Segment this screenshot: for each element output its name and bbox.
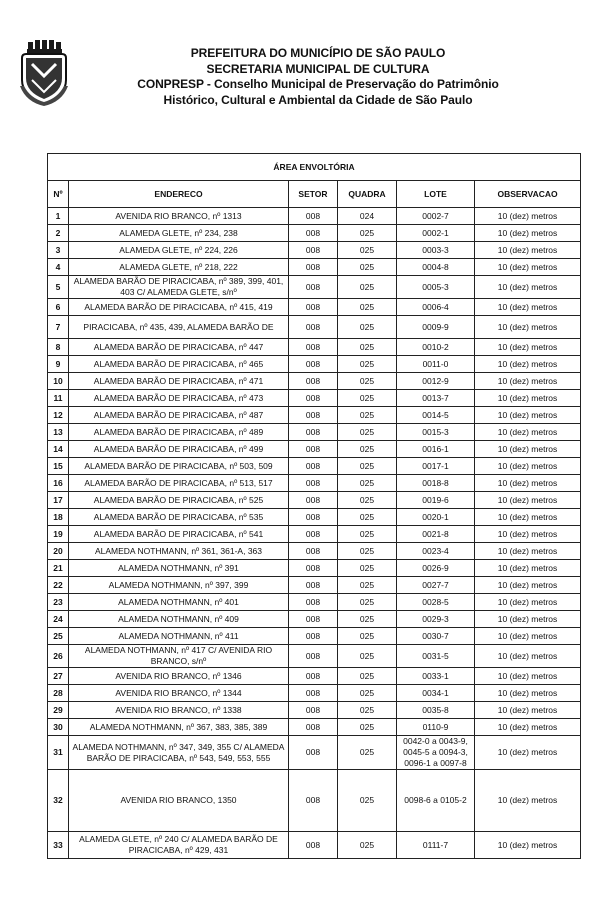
row-address: ALAMEDA BARÃO DE PIRACICABA, nº 499 bbox=[69, 441, 289, 458]
row-lot: 0017-1 bbox=[397, 458, 475, 475]
row-observation: 10 (dez) metros bbox=[475, 543, 581, 560]
row-lot: 0015-3 bbox=[397, 424, 475, 441]
row-lot: 0027-7 bbox=[397, 577, 475, 594]
table-row bbox=[48, 702, 581, 719]
row-address: ALAMEDA BARÃO DE PIRACICABA, nº 473 bbox=[69, 390, 289, 407]
row-lot: 0011-0 bbox=[397, 356, 475, 373]
row-observation: 10 (dez) metros bbox=[475, 225, 581, 242]
row-number: 31 bbox=[48, 736, 69, 770]
row-address: AVENIDA RIO BRANCO, nº 1346 bbox=[69, 668, 289, 685]
row-sector: 008 bbox=[289, 492, 338, 509]
row-number: 33 bbox=[48, 832, 69, 859]
row-number: 15 bbox=[48, 458, 69, 475]
header-line-council: CONPRESP - Conselho Municipal de Preservação do Patrimônio bbox=[137, 77, 499, 91]
row-block: 025 bbox=[338, 225, 397, 242]
row-lot: 0042-0 a 0043-9, 0045-5 a 0094-3, 0096-1 a 0097-8 bbox=[397, 736, 475, 770]
table-row bbox=[48, 628, 581, 645]
row-sector: 008 bbox=[289, 242, 338, 259]
table-row bbox=[48, 736, 581, 770]
row-address: ALAMEDA BARÃO DE PIRACICABA, nº 389, 399, 401, 403 C/ ALAMEDA GLETE, s/nº bbox=[69, 276, 289, 299]
row-block: 025 bbox=[338, 509, 397, 526]
row-lot: 0003-3 bbox=[397, 242, 475, 259]
row-address: ALAMEDA BARÃO DE PIRACICABA, nº 471 bbox=[69, 373, 289, 390]
row-observation: 10 (dez) metros bbox=[475, 242, 581, 259]
table-row bbox=[48, 356, 581, 373]
row-lot: 0021-8 bbox=[397, 526, 475, 543]
row-address: ALAMEDA BARÃO DE PIRACICABA, nº 535 bbox=[69, 509, 289, 526]
table-row bbox=[48, 424, 581, 441]
row-number: 4 bbox=[48, 259, 69, 276]
row-block: 025 bbox=[338, 685, 397, 702]
row-sector: 008 bbox=[289, 458, 338, 475]
row-address: ALAMEDA GLETE, nº 218, 222 bbox=[69, 259, 289, 276]
row-number: 2 bbox=[48, 225, 69, 242]
row-address: ALAMEDA BARÃO DE PIRACICABA, nº 541 bbox=[69, 526, 289, 543]
table-row bbox=[48, 373, 581, 390]
row-observation: 10 (dez) metros bbox=[475, 339, 581, 356]
row-address: ALAMEDA BARÃO DE PIRACICABA, nº 415, 419 bbox=[69, 299, 289, 316]
row-number: 17 bbox=[48, 492, 69, 509]
row-observation: 10 (dez) metros bbox=[475, 276, 581, 299]
row-number: 19 bbox=[48, 526, 69, 543]
column-header-number: Nº bbox=[48, 181, 69, 208]
table-row bbox=[48, 458, 581, 475]
row-sector: 008 bbox=[289, 225, 338, 242]
row-number: 3 bbox=[48, 242, 69, 259]
row-sector: 008 bbox=[289, 685, 338, 702]
row-address: ALAMEDA NOTHMANN, nº 409 bbox=[69, 611, 289, 628]
row-sector: 008 bbox=[289, 719, 338, 736]
row-block: 024 bbox=[338, 208, 397, 225]
row-address: ALAMEDA BARÃO DE PIRACICABA, nº 465 bbox=[69, 356, 289, 373]
sao-paulo-coat-of-arms-icon bbox=[20, 40, 68, 106]
row-lot: 0002-7 bbox=[397, 208, 475, 225]
row-sector: 008 bbox=[289, 475, 338, 492]
row-number: 12 bbox=[48, 407, 69, 424]
row-address: ALAMEDA NOTHMANN, nº 361, 361-A, 363 bbox=[69, 543, 289, 560]
row-block: 025 bbox=[338, 339, 397, 356]
column-header-sector: SETOR bbox=[289, 181, 338, 208]
row-block: 025 bbox=[338, 611, 397, 628]
row-observation: 10 (dez) metros bbox=[475, 373, 581, 390]
row-observation: 10 (dez) metros bbox=[475, 356, 581, 373]
table-row bbox=[48, 560, 581, 577]
row-observation: 10 (dez) metros bbox=[475, 719, 581, 736]
table-row bbox=[48, 475, 581, 492]
row-lot: 0019-6 bbox=[397, 492, 475, 509]
row-number: 10 bbox=[48, 373, 69, 390]
row-lot: 0031-5 bbox=[397, 645, 475, 668]
column-header-lot: LOTE bbox=[397, 181, 475, 208]
row-block: 025 bbox=[338, 702, 397, 719]
row-address: ALAMEDA GLETE, nº 234, 238 bbox=[69, 225, 289, 242]
row-lot: 0006-4 bbox=[397, 299, 475, 316]
row-number: 5 bbox=[48, 276, 69, 299]
row-lot: 0016-1 bbox=[397, 441, 475, 458]
row-number: 32 bbox=[48, 770, 69, 832]
row-observation: 10 (dez) metros bbox=[475, 424, 581, 441]
table-body bbox=[48, 208, 581, 859]
row-sector: 008 bbox=[289, 356, 338, 373]
row-lot: 0110-9 bbox=[397, 719, 475, 736]
row-sector: 008 bbox=[289, 770, 338, 832]
row-sector: 008 bbox=[289, 668, 338, 685]
header-line-heritage: Histórico, Cultural e Ambiental da Cidade de São Paulo bbox=[163, 92, 473, 107]
row-observation: 10 (dez) metros bbox=[475, 736, 581, 770]
row-number: 23 bbox=[48, 594, 69, 611]
row-lot: 0009-9 bbox=[397, 316, 475, 339]
table-row bbox=[48, 492, 581, 509]
row-observation: 10 (dez) metros bbox=[475, 770, 581, 832]
column-header-block: QUADRA bbox=[338, 181, 397, 208]
row-observation: 10 (dez) metros bbox=[475, 492, 581, 509]
row-block: 025 bbox=[338, 492, 397, 509]
row-block: 025 bbox=[338, 316, 397, 339]
row-number: 1 bbox=[48, 208, 69, 225]
row-observation: 10 (dez) metros bbox=[475, 407, 581, 424]
row-observation: 10 (dez) metros bbox=[475, 526, 581, 543]
row-observation: 10 (dez) metros bbox=[475, 316, 581, 339]
row-observation: 10 (dez) metros bbox=[475, 390, 581, 407]
row-lot: 0010-2 bbox=[397, 339, 475, 356]
row-sector: 008 bbox=[289, 509, 338, 526]
row-sector: 008 bbox=[289, 628, 338, 645]
table-row bbox=[48, 832, 581, 859]
table-row bbox=[48, 719, 581, 736]
row-number: 24 bbox=[48, 611, 69, 628]
row-number: 6 bbox=[48, 299, 69, 316]
row-address: ALAMEDA GLETE, nº 224, 226 bbox=[69, 242, 289, 259]
row-address: ALAMEDA NOTHMANN, nº 391 bbox=[69, 560, 289, 577]
table-row bbox=[48, 770, 581, 832]
table-row bbox=[48, 316, 581, 339]
row-lot: 0026-9 bbox=[397, 560, 475, 577]
row-observation: 10 (dez) metros bbox=[475, 611, 581, 628]
row-block: 025 bbox=[338, 560, 397, 577]
row-address: ALAMEDA NOTHMANN, nº 401 bbox=[69, 594, 289, 611]
row-block: 025 bbox=[338, 441, 397, 458]
row-number: 20 bbox=[48, 543, 69, 560]
row-lot: 0012-9 bbox=[397, 373, 475, 390]
table-row bbox=[48, 390, 581, 407]
table-row bbox=[48, 594, 581, 611]
table-row bbox=[48, 208, 581, 225]
row-block: 025 bbox=[338, 242, 397, 259]
row-sector: 008 bbox=[289, 736, 338, 770]
row-block: 025 bbox=[338, 373, 397, 390]
row-address: PIRACICABA, nº 435, 439, ALAMEDA BARÃO DE bbox=[69, 316, 289, 339]
row-block: 025 bbox=[338, 259, 397, 276]
row-lot: 0020-1 bbox=[397, 509, 475, 526]
row-observation: 10 (dez) metros bbox=[475, 560, 581, 577]
row-lot: 0035-8 bbox=[397, 702, 475, 719]
row-lot: 0002-1 bbox=[397, 225, 475, 242]
row-sector: 008 bbox=[289, 299, 338, 316]
table-row bbox=[48, 407, 581, 424]
row-number: 21 bbox=[48, 560, 69, 577]
row-lot: 0013-7 bbox=[397, 390, 475, 407]
row-sector: 008 bbox=[289, 373, 338, 390]
row-block: 025 bbox=[338, 543, 397, 560]
row-address: ALAMEDA BARÃO DE PIRACICABA, nº 487 bbox=[69, 407, 289, 424]
table-row bbox=[48, 645, 581, 668]
row-observation: 10 (dez) metros bbox=[475, 628, 581, 645]
row-block: 025 bbox=[338, 832, 397, 859]
row-block: 025 bbox=[338, 475, 397, 492]
row-block: 025 bbox=[338, 276, 397, 299]
table-row bbox=[48, 509, 581, 526]
row-lot: 0098-6 a 0105-2 bbox=[397, 770, 475, 832]
row-address: ALAMEDA BARÃO DE PIRACICABA, nº 447 bbox=[69, 339, 289, 356]
row-lot: 0018-8 bbox=[397, 475, 475, 492]
row-sector: 008 bbox=[289, 276, 338, 299]
row-lot: 0028-5 bbox=[397, 594, 475, 611]
row-address: ALAMEDA NOTHMANN, nº 397, 399 bbox=[69, 577, 289, 594]
row-lot: 0005-3 bbox=[397, 276, 475, 299]
row-number: 18 bbox=[48, 509, 69, 526]
column-header-observation: OBSERVACAO bbox=[475, 181, 581, 208]
row-number: 9 bbox=[48, 356, 69, 373]
row-observation: 10 (dez) metros bbox=[475, 645, 581, 668]
row-block: 025 bbox=[338, 407, 397, 424]
table-row bbox=[48, 299, 581, 316]
table-row bbox=[48, 339, 581, 356]
table-row bbox=[48, 543, 581, 560]
row-address: ALAMEDA BARÃO DE PIRACICABA, nº 525 bbox=[69, 492, 289, 509]
row-address: ALAMEDA NOTHMANN, nº 411 bbox=[69, 628, 289, 645]
row-sector: 008 bbox=[289, 611, 338, 628]
row-address: ALAMEDA NOTHMANN, nº 347, 349, 355 C/ ALAMEDA BARÃO DE PIRACICABA, nº 543, 549, 553, 555 bbox=[69, 736, 289, 770]
row-block: 025 bbox=[338, 390, 397, 407]
row-sector: 008 bbox=[289, 560, 338, 577]
row-lot: 0029-3 bbox=[397, 611, 475, 628]
row-address: ALAMEDA GLETE, nº 240 C/ ALAMEDA BARÃO DE PIRACICABA, nº 429, 431 bbox=[69, 832, 289, 859]
row-sector: 008 bbox=[289, 208, 338, 225]
row-lot: 0033-1 bbox=[397, 668, 475, 685]
row-sector: 008 bbox=[289, 424, 338, 441]
row-number: 28 bbox=[48, 685, 69, 702]
row-block: 025 bbox=[338, 526, 397, 543]
row-block: 025 bbox=[338, 645, 397, 668]
table-title: ÁREA ENVOLTÓRIA bbox=[48, 154, 581, 181]
row-number: 11 bbox=[48, 390, 69, 407]
row-number: 14 bbox=[48, 441, 69, 458]
row-observation: 10 (dez) metros bbox=[475, 832, 581, 859]
row-sector: 008 bbox=[289, 577, 338, 594]
row-observation: 10 (dez) metros bbox=[475, 441, 581, 458]
row-sector: 008 bbox=[289, 259, 338, 276]
row-observation: 10 (dez) metros bbox=[475, 702, 581, 719]
row-block: 025 bbox=[338, 668, 397, 685]
row-block: 025 bbox=[338, 594, 397, 611]
row-observation: 10 (dez) metros bbox=[475, 509, 581, 526]
table-row bbox=[48, 225, 581, 242]
row-address: ALAMEDA BARÃO DE PIRACICABA, nº 503, 509 bbox=[69, 458, 289, 475]
row-number: 22 bbox=[48, 577, 69, 594]
row-lot: 0023-4 bbox=[397, 543, 475, 560]
row-sector: 008 bbox=[289, 526, 338, 543]
row-lot: 0034-1 bbox=[397, 685, 475, 702]
table-row bbox=[48, 611, 581, 628]
row-number: 16 bbox=[48, 475, 69, 492]
row-observation: 10 (dez) metros bbox=[475, 475, 581, 492]
area-envoltoria-table bbox=[47, 153, 581, 859]
row-block: 025 bbox=[338, 458, 397, 475]
row-block: 025 bbox=[338, 577, 397, 594]
row-sector: 008 bbox=[289, 441, 338, 458]
row-block: 025 bbox=[338, 356, 397, 373]
row-sector: 008 bbox=[289, 645, 338, 668]
row-observation: 10 (dez) metros bbox=[475, 668, 581, 685]
row-sector: 008 bbox=[289, 594, 338, 611]
row-block: 025 bbox=[338, 628, 397, 645]
table-row bbox=[48, 242, 581, 259]
row-address: ALAMEDA BARÃO DE PIRACICABA, nº 489 bbox=[69, 424, 289, 441]
row-observation: 10 (dez) metros bbox=[475, 208, 581, 225]
row-address: AVENIDA RIO BRANCO, 1350 bbox=[69, 770, 289, 832]
header-line-municipality: PREFEITURA DO MUNICÍPIO DE SÃO PAULO bbox=[190, 46, 446, 60]
row-sector: 008 bbox=[289, 543, 338, 560]
row-address: ALAMEDA NOTHMANN, nº 367, 383, 385, 389 bbox=[69, 719, 289, 736]
document-header bbox=[0, 0, 600, 120]
table-row bbox=[48, 441, 581, 458]
table-row bbox=[48, 668, 581, 685]
row-lot: 0014-5 bbox=[397, 407, 475, 424]
row-block: 025 bbox=[338, 770, 397, 832]
row-sector: 008 bbox=[289, 390, 338, 407]
table-row bbox=[48, 276, 581, 299]
table-row bbox=[48, 577, 581, 594]
row-number: 25 bbox=[48, 628, 69, 645]
table-row bbox=[48, 259, 581, 276]
row-address: ALAMEDA BARÃO DE PIRACICABA, nº 513, 517 bbox=[69, 475, 289, 492]
row-block: 025 bbox=[338, 299, 397, 316]
row-block: 025 bbox=[338, 736, 397, 770]
row-observation: 10 (dez) metros bbox=[475, 594, 581, 611]
row-observation: 10 (dez) metros bbox=[475, 299, 581, 316]
row-sector: 008 bbox=[289, 316, 338, 339]
row-sector: 008 bbox=[289, 339, 338, 356]
row-number: 30 bbox=[48, 719, 69, 736]
row-sector: 008 bbox=[289, 702, 338, 719]
row-number: 29 bbox=[48, 702, 69, 719]
row-sector: 008 bbox=[289, 832, 338, 859]
column-header-address: ENDERECO bbox=[69, 181, 289, 208]
row-observation: 10 (dez) metros bbox=[475, 259, 581, 276]
row-observation: 10 (dez) metros bbox=[475, 458, 581, 475]
header-line-secretariat: SECRETARIA MUNICIPAL DE CULTURA bbox=[206, 61, 430, 76]
row-number: 26 bbox=[48, 645, 69, 668]
row-lot: 0004-8 bbox=[397, 259, 475, 276]
table-row bbox=[48, 526, 581, 543]
row-block: 025 bbox=[338, 424, 397, 441]
table-row bbox=[48, 685, 581, 702]
row-observation: 10 (dez) metros bbox=[475, 577, 581, 594]
row-lot: 0030-7 bbox=[397, 628, 475, 645]
row-address: AVENIDA RIO BRANCO, nº 1313 bbox=[69, 208, 289, 225]
row-observation: 10 (dez) metros bbox=[475, 685, 581, 702]
row-number: 13 bbox=[48, 424, 69, 441]
row-address: ALAMEDA NOTHMANN, nº 417 C/ AVENIDA RIO BRANCO, s/nº bbox=[69, 645, 289, 668]
row-number: 8 bbox=[48, 339, 69, 356]
row-lot: 0111-7 bbox=[397, 832, 475, 859]
row-number: 27 bbox=[48, 668, 69, 685]
row-block: 025 bbox=[338, 719, 397, 736]
row-address: AVENIDA RIO BRANCO, nº 1344 bbox=[69, 685, 289, 702]
row-number: 7 bbox=[48, 316, 69, 339]
row-address: AVENIDA RIO BRANCO, nº 1338 bbox=[69, 702, 289, 719]
row-sector: 008 bbox=[289, 407, 338, 424]
